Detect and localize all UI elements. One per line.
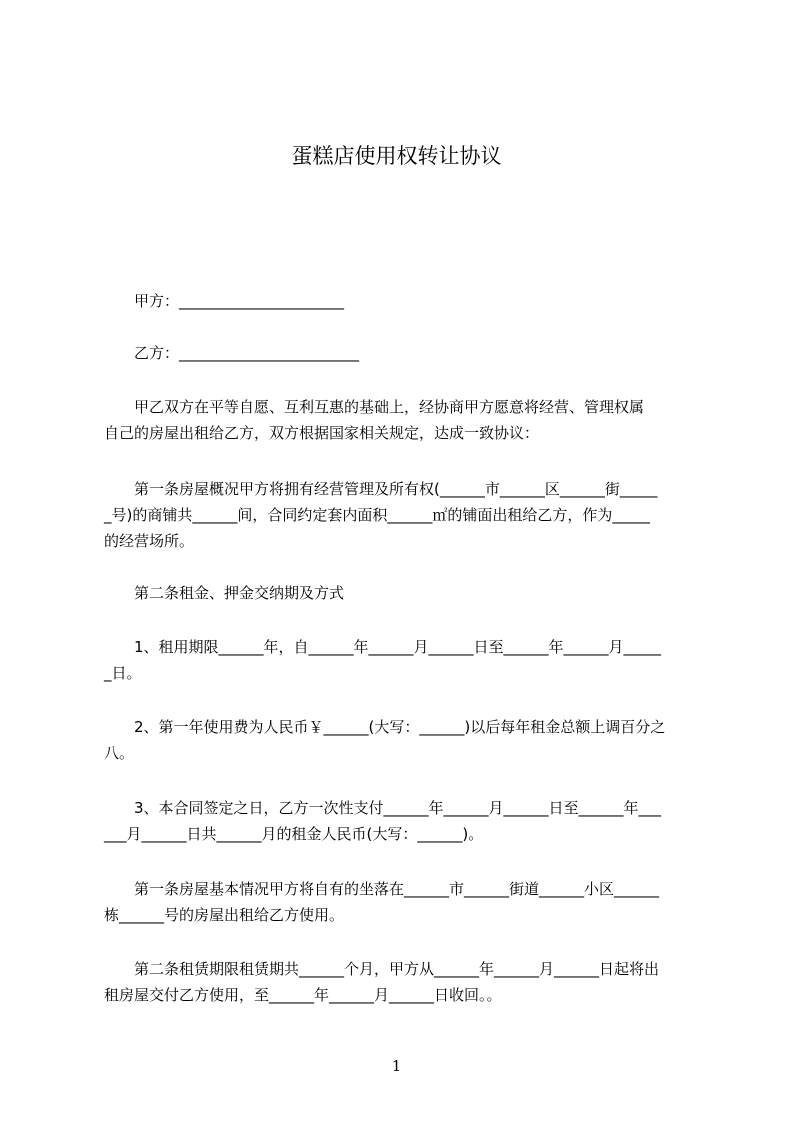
article1-premises-line: _号)的商铺共______间，合同约定套内面积______㎡的铺面出租给乙方，作为_____ xyxy=(104,506,650,524)
term-line: 1、租用期限______年，自______年______月______日至______年______月_____ xyxy=(134,638,662,656)
payment-line: 3、本合同签定之日，乙方一次性支付______年______月______日至______年___ xyxy=(134,799,662,817)
party-b-line xyxy=(104,340,707,366)
party-b-text: 乙方：________________________ xyxy=(134,344,360,362)
payment-line: ___月______日共______月的租金人民币(大写：______)。 xyxy=(104,825,484,843)
intro-line: 自己的房屋出租给乙方，双方根据国家相关规定，达成一致协议： xyxy=(104,424,540,442)
first-year-fee-line: 2、第一年使用费为人民币￥______(大写：______)以后每年租金总额上调百分之 xyxy=(134,718,666,736)
article1-premises-line: 的经营场所。 xyxy=(104,532,195,550)
article1-premises-line: 第一条房屋概况甲方将拥有经营管理及所有权(______市______区______街_____ xyxy=(134,480,658,498)
term-paragraph xyxy=(104,634,707,686)
article1-basic-paragraph xyxy=(104,876,707,928)
first-year-fee-line: 八。 xyxy=(104,744,135,762)
page-number: 1 xyxy=(391,1057,402,1075)
article1-premises-paragraph xyxy=(104,476,707,554)
article1-basic-line: 第一条房屋基本情况甲方将自有的坐落在______市______街道______小区______ xyxy=(134,880,660,898)
article2-lease-line: 租房屋交付乙方使用，至______年______月______日收回。。 xyxy=(104,986,502,1004)
article2-lease-paragraph xyxy=(104,956,707,1008)
first-year-fee-paragraph xyxy=(104,714,707,766)
party-a-text: 甲方：______________________ xyxy=(134,292,345,310)
article2-heading-text: 第二条租金、押金交纳期及方式 xyxy=(134,584,345,602)
article2-heading xyxy=(104,580,707,606)
intro-paragraph xyxy=(104,394,707,446)
payment-paragraph xyxy=(104,795,707,847)
term-line: _日。 xyxy=(104,664,142,682)
document-title: 蛋糕店使用权转让协议 xyxy=(291,144,502,168)
article1-basic-line: 栋______号的房屋出租给乙方使用。 xyxy=(104,906,345,924)
intro-line: 甲乙双方在平等自愿、互利互惠的基础上，经协商甲方愿意将经营、管理权属 xyxy=(134,398,645,416)
party-a-line xyxy=(104,288,707,314)
article2-lease-line: 第二条租赁期限租赁期共______个月，甲方从______年______月______日起将出 xyxy=(134,960,660,978)
